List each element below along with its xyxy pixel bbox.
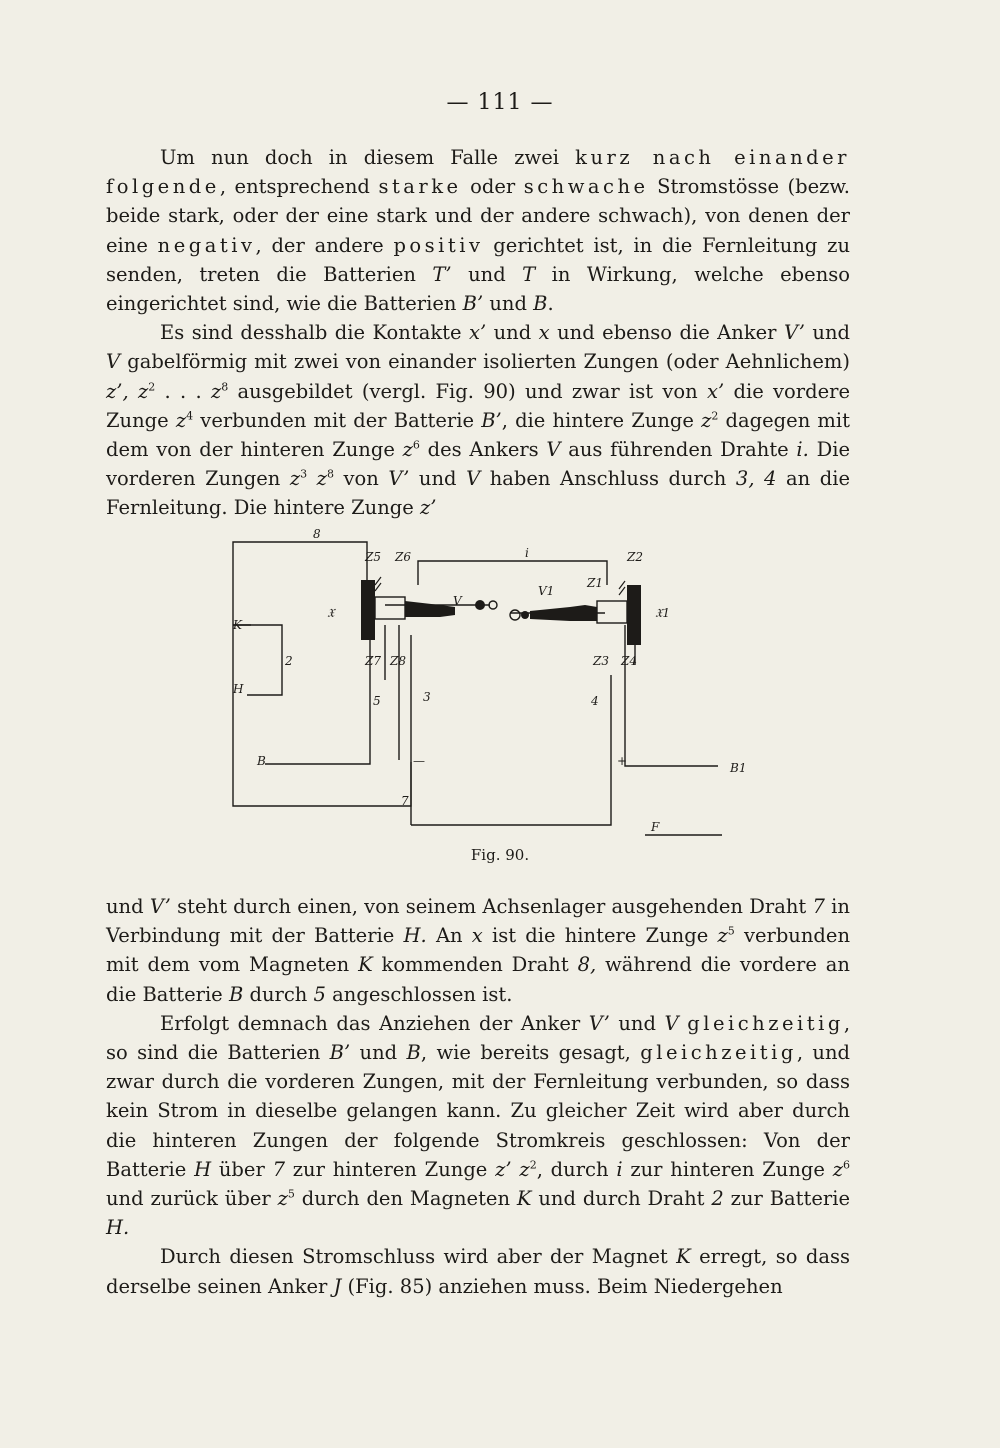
label-x: 𝔛: [327, 606, 335, 620]
label-z8: Z8: [390, 654, 406, 668]
label-wire-7: 7: [401, 794, 409, 808]
label-F: F: [651, 820, 660, 834]
text-block-top: [106, 143, 850, 523]
label-z5: Z5: [365, 550, 381, 564]
label-V: V: [453, 594, 462, 608]
circuit-diagram: [225, 525, 770, 845]
label-z7: Z7: [365, 654, 381, 668]
label-wire-3: 3: [423, 690, 431, 704]
paragraph: Durch diesen Stromschluss wird aber der Magnet K erregt, so dass derselbe seinen Anker J (Fig. 85) anziehen muss. Beim Niedergehen: [106, 1245, 850, 1298]
label-K: K: [233, 618, 242, 632]
label-V1: V1: [538, 584, 555, 598]
page-number: — 111 —: [446, 90, 554, 115]
label-x1: 𝔛1: [655, 606, 670, 620]
label-H: H: [233, 682, 244, 696]
text-block-bottom: [106, 892, 850, 1301]
figure-caption: Fig. 90.: [470, 846, 530, 864]
paragraph: Es sind desshalb die Kontakte x’ und x und ebenso die Anker V’ und V gabelförmig mit zwei von einander isolierten Zungen (oder Aehnlichem) z’, $z^2$ . . . $z^8$ ausgebildet (vergl. Fig. 90) und zwar ist von x’ die vordere Zunge $z^4$ verbunden mit der Batterie B’, die hintere Zunge $z^2$ dagegen mit dem von der hinteren Zunge $z^6$ des Ankers V aus führenden Drahte i. Die vorderen Zungen $z^3$ $z^8$ von V’ und V haben Anschluss durch 3, 4 an die Fernleitung. Die hintere Zunge z’: [106, 321, 851, 520]
paragraph: Um nun doch in diesem Falle zwei kurz nach einander folgende, entsprechend starke oder schwache Stromstösse (bezw. beide stark, oder der eine stark und der andere schwach), von denen der eine negativ, der andere positiv gerichtet ist, in die Fernleitung zu senden, treten die Batterien T’ und T in Wirkung, welche ebenso eingerichtet sind, wie die Batterien B’ und B.: [106, 146, 851, 316]
label-plus: +: [617, 754, 628, 768]
label-minus: —: [413, 754, 425, 768]
label-B: B: [257, 754, 266, 768]
label-wire-5: 5: [373, 694, 381, 708]
label-z2-top: Z2: [627, 550, 643, 564]
label-wire-4: 4: [591, 694, 599, 708]
label-i: i: [525, 546, 529, 560]
figure-90: [225, 525, 770, 845]
label-z4: Z4: [621, 654, 637, 668]
label-wire-8: 8: [313, 527, 321, 541]
label-B1: B1: [730, 761, 747, 775]
label-z3: Z3: [593, 654, 609, 668]
paragraph: und V’ steht durch einen, von seinem Achsenlager ausgehenden Draht 7 in Verbindung mit der Batterie H. An x ist die hintere Zunge $z^5$ verbunden mit dem vom Magneten K kommenden Draht 8, während die vordere an die Batterie B durch 5 angeschlossen ist.: [106, 895, 850, 1006]
label-z1: Z1: [587, 576, 603, 590]
label-wire-2: 2: [285, 654, 293, 668]
label-z6: Z6: [395, 550, 411, 564]
paragraph: Erfolgt demnach das Anziehen der Anker V’ und V gleichzeitig, so sind die Batterien B’ und B, wie bereits gesagt, gleichzeitig, und zwar durch die vorderen Zungen, mit der Fernleitung verbunden, so dass kein Strom in dieselbe gelangen kann. Zu gleicher Zeit wird aber durch die hinteren Zungen der folgende Stromkreis geschlossen: Von der Batterie H über 7 zur hinteren Zunge z’ $z^2$, durch i zur hinteren Zunge $z^6$ und zurück über $z^5$ durch den Magneten K und durch Draht 2 zur Batterie H.: [106, 1011, 851, 1240]
